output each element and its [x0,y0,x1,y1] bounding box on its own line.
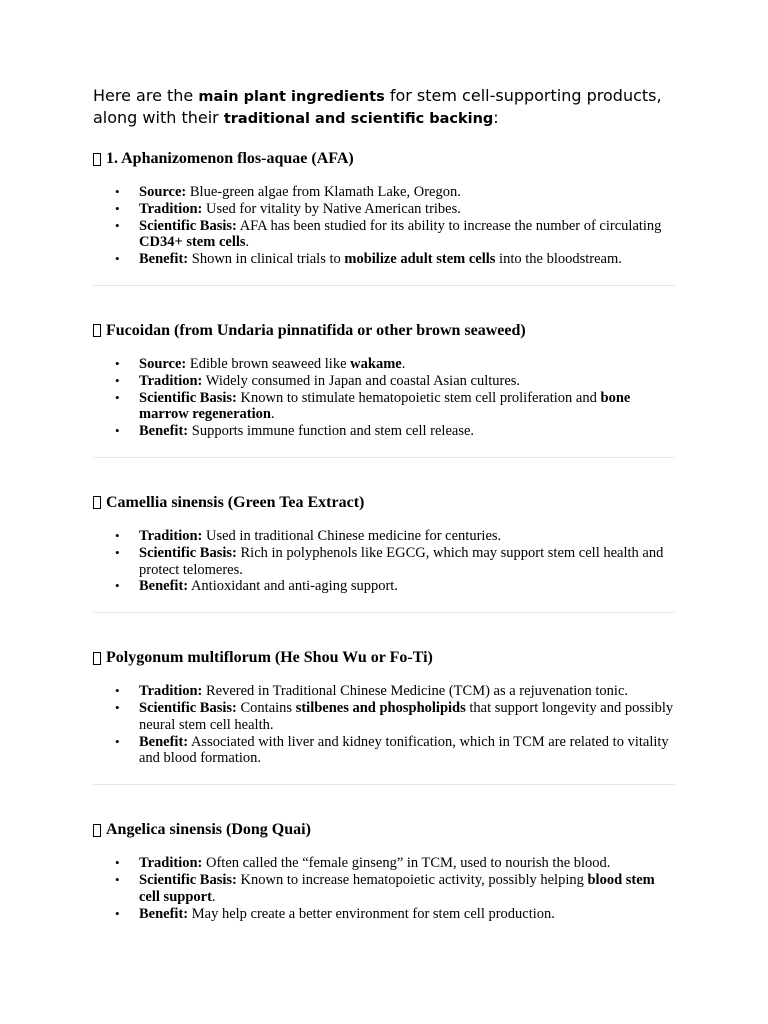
list-item [139,545,675,579]
item-label: Source: [139,184,187,200]
ingredient-section [93,493,675,595]
item-emphasis: mobilize adult stem cells [344,251,496,268]
item-text: into the bloodstream. [495,251,622,268]
item-text: Known to stimulate hematopoietic stem cell proliferation and [236,389,601,406]
section-divider [93,612,675,613]
item-text: . [401,355,406,372]
section-divider [93,285,675,286]
item-text: Widely consumed in Japan and coastal Asian cultures. [202,372,521,389]
item-text: Antioxidant and anti-aging support. [188,578,398,595]
item-label: Benefit: [139,578,189,595]
list-item [139,734,675,768]
bullet-list [93,683,675,767]
bullet-list [93,184,675,268]
item-emphasis: bone marrow regeneration [139,389,631,423]
section-title: Polygonum multiflorum (He Shou Wu or Fo-Ti) [106,649,433,667]
ingredient-section [93,820,675,922]
section-divider [93,457,675,458]
item-text: Associated with liver and kidney tonification, which in TCM are related to vitality and blood formation. [139,733,669,767]
item-label: Source: [139,355,187,372]
list-item [139,356,675,373]
item-text: Used for vitality by Native American tribes. [202,200,461,217]
list-item [139,906,675,923]
item-label: Tradition: [139,527,203,544]
list-item [139,390,675,424]
item-text: Used in traditional Chinese medicine for centuries. [202,527,502,544]
section-heading [93,648,675,668]
ingredient-section [93,321,675,440]
item-text: AFA has been studied for its ability to increase the number of circulating [236,217,662,234]
intro-paragraph [93,86,675,129]
item-label: Benefit: [139,905,189,922]
item-emphasis: blood stem cell support [139,871,655,905]
item-label: Tradition: [139,200,203,217]
section-divider [93,784,675,785]
list-item [139,184,675,201]
list-item [139,578,675,595]
list-item [139,218,675,252]
missing-glyph-icon [93,324,101,337]
missing-glyph-icon [93,496,101,509]
item-text: Edible brown seaweed like [186,355,351,372]
bullet-list [93,528,675,595]
item-label: Tradition: [139,372,203,389]
item-text: Contains [236,699,296,716]
list-item [139,201,675,218]
item-label: Scientific Basis: [139,217,237,234]
section-heading [93,149,675,169]
item-label: Tradition: [139,683,203,700]
item-text: . [270,406,275,423]
missing-glyph-icon [93,824,101,837]
intro-text-2: for stem cell-supporting products, along with their [93,86,662,127]
intro-bold-2: traditional and scientific backing [223,110,494,127]
item-text: Blue-green algae from Klamath Lake, Oregon. [186,184,461,200]
intro-text-3: : [493,107,499,127]
section-title: Angelica sinensis (Dong Quai) [106,821,311,839]
item-emphasis: stilbenes and phospholipids [295,699,466,716]
item-text: . [245,234,250,251]
item-label: Benefit: [139,423,189,440]
list-item [139,528,675,545]
section-heading [93,820,675,840]
list-item [139,683,675,700]
missing-glyph-icon [93,153,101,166]
item-text: Revered in Traditional Chinese Medicine (TCM) as a rejuvenation tonic. [202,683,629,700]
bullet-list [93,855,675,922]
item-label: Scientific Basis: [139,871,237,888]
ingredient-section [93,149,675,268]
item-text: May help create a better environment for stem cell production. [188,905,555,922]
section-title: 1. Aphanizomenon flos-aquae (AFA) [106,150,354,167]
item-label: Benefit: [139,251,189,268]
item-label: Scientific Basis: [139,544,237,561]
item-label: Tradition: [139,855,203,872]
list-item [139,373,675,390]
item-text: Rich in polyphenols like EGCG, which may support stem cell health and protect telomeres. [139,544,664,578]
item-label: Scientific Basis: [139,389,237,406]
item-text: Known to increase hematopoietic activity, possibly helping [236,871,588,888]
intro-bold-1: main plant ingredients [198,89,385,105]
section-heading [93,321,675,341]
section-heading [93,493,675,513]
item-label: Benefit: [139,733,189,750]
section-title: Camellia sinensis (Green Tea Extract) [106,493,365,511]
item-text: Shown in clinical trials to [188,251,345,268]
intro-text-1: Here are the [93,86,199,105]
item-text: Supports immune function and stem cell release. [188,423,475,440]
list-item [139,855,675,872]
item-text: . [211,888,216,905]
sections-container [93,149,675,922]
list-item [139,423,675,440]
ingredient-section [93,648,675,767]
missing-glyph-icon [93,652,101,665]
bullet-list [93,356,675,440]
item-label: Scientific Basis: [139,699,237,716]
item-text: that support longevity and possibly neural stem cell health. [139,699,674,733]
item-emphasis: wakame [350,355,402,372]
list-item [139,700,675,734]
document-page [93,86,675,922]
list-item [139,251,675,268]
item-emphasis: CD34+ stem cells [139,234,246,251]
list-item [139,872,675,906]
section-title: Fucoidan (from Undaria pinnatifida or other brown seaweed) [106,321,526,339]
item-text: Often called the “female ginseng” in TCM, used to nourish the blood. [202,855,611,872]
